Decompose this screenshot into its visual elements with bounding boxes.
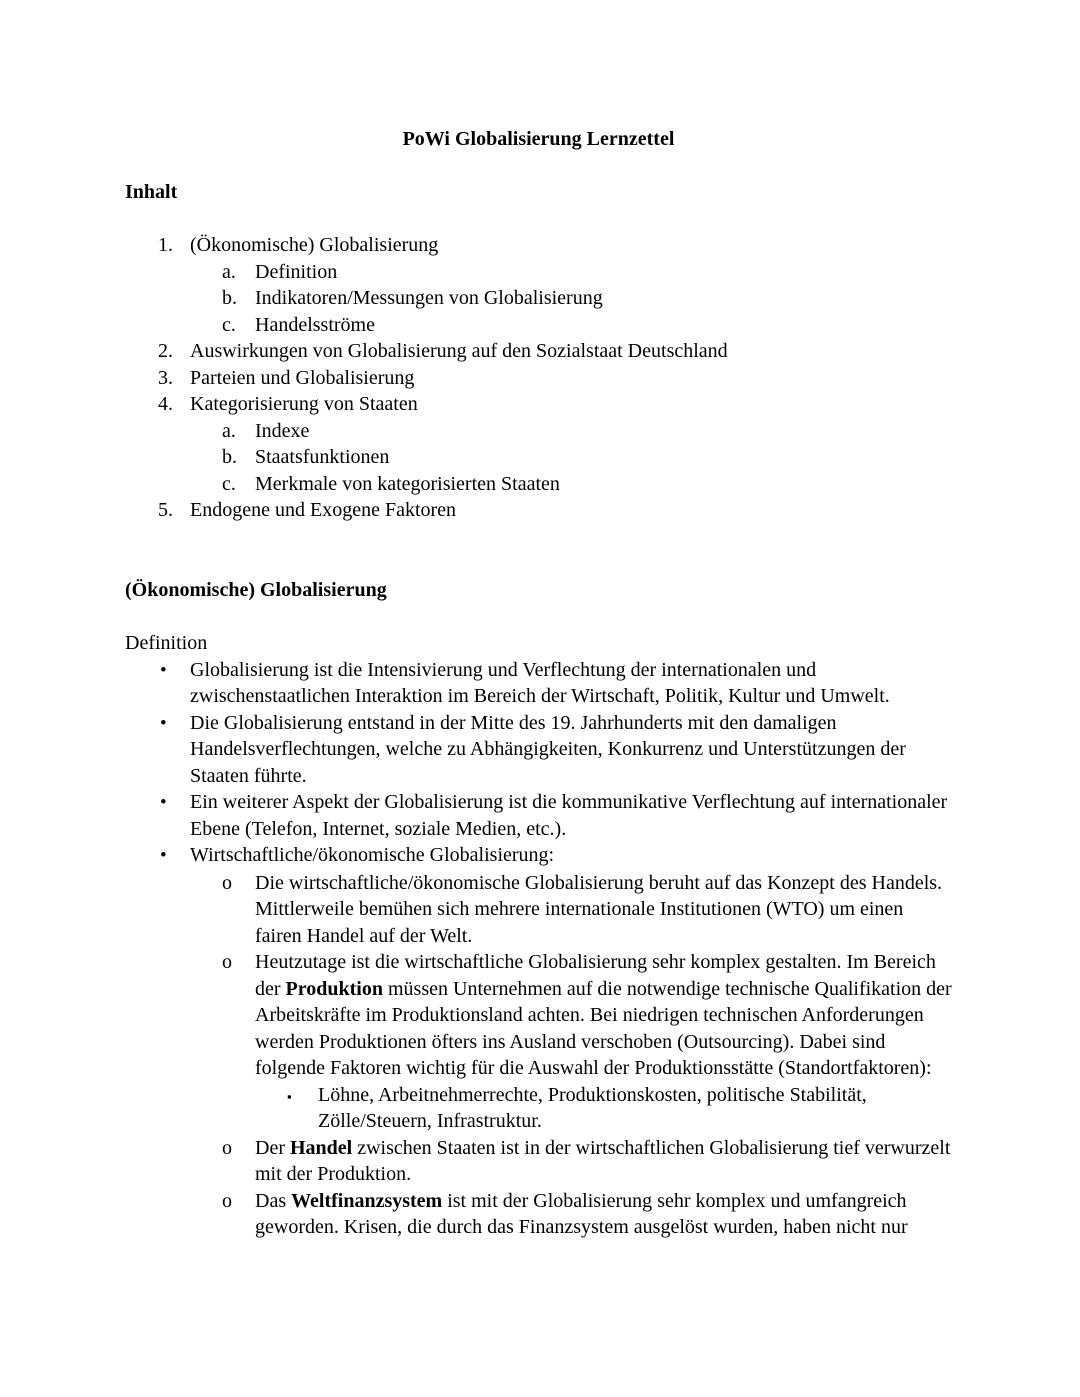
toc-item-number: 2. bbox=[158, 340, 173, 362]
disc-bullet-icon: • bbox=[160, 712, 167, 734]
toc-subitem bbox=[222, 471, 952, 498]
sub-bullet-item bbox=[222, 1188, 952, 1241]
sub-bullet-text bbox=[255, 1188, 952, 1241]
toc-item-number: 5. bbox=[158, 499, 173, 521]
bullet-item bbox=[160, 842, 952, 870]
disc-bullet-icon: • bbox=[160, 659, 167, 681]
sub-bullet-item bbox=[222, 1135, 952, 1188]
toc-item bbox=[158, 497, 952, 524]
toc-item-label: (Ökonomische) Globalisierung bbox=[190, 234, 439, 256]
sub-bullet-text: Die wirtschaftliche/ökonomische Globalisierung beruht auf das Konzept des Handels. Mittlerweile bemühen sich mehrere internationale Institutionen (WTO) um einen fairen Handel auf der Welt. bbox=[255, 871, 943, 947]
toc-subitem-label: Merkmale von kategorisierten Staaten bbox=[255, 472, 560, 495]
toc-item bbox=[158, 232, 952, 259]
toc-item-label: Kategorisierung von Staaten bbox=[190, 393, 418, 415]
toc-item bbox=[158, 365, 952, 392]
toc-item-number: 1. bbox=[158, 234, 173, 256]
toc-item-label: Auswirkungen von Globalisierung auf den Sozialstaat Deutschland bbox=[190, 340, 728, 362]
toc-item-number: 4. bbox=[158, 393, 173, 415]
toc-subitem-letter: b. bbox=[222, 446, 237, 468]
toc-item-label: Parteien und Globalisierung bbox=[190, 366, 415, 389]
circle-bullet-icon: o bbox=[222, 1189, 232, 1212]
text-segment: Das bbox=[255, 1189, 292, 1212]
sub-bullet-item bbox=[222, 949, 952, 1082]
toc-subitem-letter: a. bbox=[222, 419, 236, 442]
section-heading: (Ökonomische) Globalisierung bbox=[125, 578, 387, 601]
toc-item-label: Endogene und Exogene Faktoren bbox=[190, 499, 457, 521]
toc-subitem bbox=[222, 285, 952, 312]
toc-subitem-letter: c. bbox=[222, 313, 236, 336]
disc-bullet-icon: • bbox=[160, 845, 167, 866]
toc-heading: Inhalt bbox=[125, 180, 178, 203]
text-segment: Der bbox=[255, 1136, 290, 1159]
circle-bullet-icon: o bbox=[222, 951, 232, 973]
circle-bullet-icon: o bbox=[222, 871, 232, 894]
bold-term: Handel bbox=[289, 1136, 353, 1159]
bullet-item bbox=[160, 789, 952, 842]
toc-subitem-label: Indexe bbox=[255, 419, 310, 442]
text-segment: Heutzutage ist die wirtschaftliche Globalisierung sehr komplex gestalten. Im Bereich der bbox=[255, 951, 936, 1000]
toc-subitem-letter: c. bbox=[222, 472, 236, 495]
toc-subitem-label: Indikatoren/Messungen von Globalisierung bbox=[255, 287, 603, 309]
toc-subitem-label: Handelsströme bbox=[255, 313, 375, 336]
bullet-text: Ein weiterer Aspekt der Globalisierung ist die kommunikative Verflechtung auf internationaler Ebene (Telefon, Internet, soziale Medien, etc.). bbox=[190, 791, 948, 840]
bold-term: Weltfinanzsystem bbox=[291, 1189, 443, 1212]
bold-term: Produktion bbox=[285, 977, 383, 1000]
bullet-item bbox=[160, 710, 952, 790]
definition-bullet-list bbox=[125, 657, 952, 1241]
toc-item-number: 3. bbox=[158, 366, 173, 389]
document-title: PoWi Globalisierung Lernzettel bbox=[402, 128, 675, 150]
text-segment: ist mit der Globalisierung sehr komplex und umfangreich geworden. Krisen, die durch das Finanzsystem ausgelöst wurden, haben nicht nur bbox=[255, 1189, 908, 1238]
toc-subitem bbox=[222, 312, 952, 339]
sub-bullet-text bbox=[255, 1135, 952, 1188]
text-segment: müssen Unternehmen auf die notwendige technische Qualifikation der Arbeitskräfte im Produktionsland achten. Bei niedrigen technischen Anforderungen werden Produktionen öfters ins Ausland verschoben (Outsourcing). Dabei sind folgende Faktoren wichtig für die Auswahl der Produktionsstätte (Standortfaktoren): bbox=[255, 977, 952, 1079]
text-segment: zwischen Staaten ist in der wirtschaftlichen Globalisierung tief verwurzelt mit der Produktion. bbox=[255, 1136, 951, 1185]
bullet-item bbox=[160, 657, 952, 710]
sub-sub-bullet-item bbox=[287, 1082, 952, 1135]
bullet-text: Die Globalisierung entstand in der Mitte des 19. Jahrhunderts mit den damaligen Handelsverflechtungen, welche zu Abhängigkeiten, Konkurrenz und Unterstützungen der Staaten führte. bbox=[190, 711, 906, 787]
bullet-text: Wirtschaftliche/ökonomische Globalisierung: bbox=[190, 844, 555, 866]
sub-bullet-item bbox=[222, 870, 952, 950]
disc-bullet-icon: • bbox=[160, 792, 167, 813]
toc-subitem-letter: a. bbox=[222, 260, 236, 283]
table-of-contents bbox=[125, 232, 952, 524]
toc-item bbox=[158, 391, 952, 418]
bullet-text: Globalisierung ist die Intensivierung und Verflechtung der internationalen und zwischenstaatlichen Interaktion im Bereich der Wirtschaft, Politik, Kultur und Umwelt. bbox=[190, 658, 890, 707]
toc-subitem bbox=[222, 259, 952, 286]
subsection-label: Definition bbox=[125, 632, 208, 654]
toc-subitem-label: Staatsfunktionen bbox=[255, 446, 390, 468]
sub-bullet-text bbox=[255, 949, 952, 1082]
sub-sub-bullet-text: Löhne, Arbeitnehmerrechte, Produktionskosten, politische Stabilität, Zölle/Steuern, Infrastruktur. bbox=[318, 1083, 867, 1132]
toc-subitem bbox=[222, 444, 952, 471]
toc-subitem-letter: b. bbox=[222, 287, 237, 309]
square-bullet-icon: ▪ bbox=[287, 1088, 292, 1104]
toc-subitem-label: Definition bbox=[255, 260, 338, 283]
circle-bullet-icon: o bbox=[222, 1136, 232, 1159]
toc-subitem bbox=[222, 418, 952, 445]
toc-item bbox=[158, 338, 952, 365]
